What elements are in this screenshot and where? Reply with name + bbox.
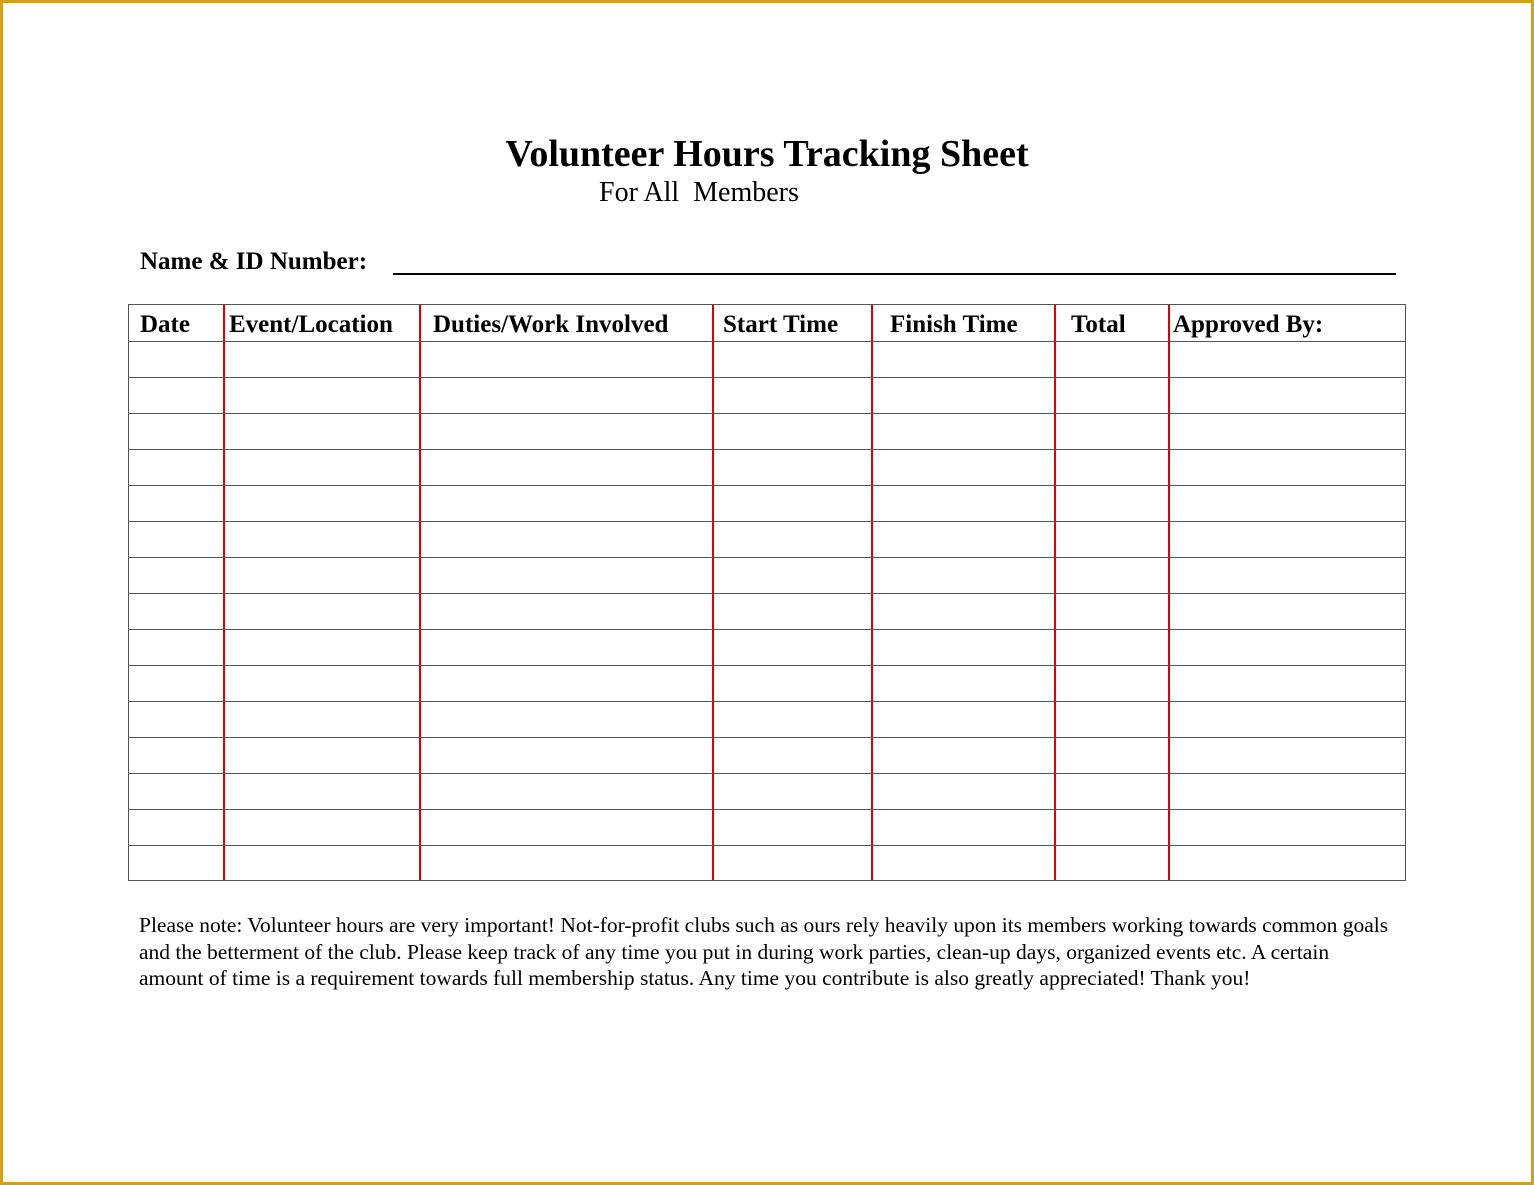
column-header-approved-by: Approved By: xyxy=(1173,311,1324,338)
page-subtitle: For All Members xyxy=(599,177,799,208)
name-id-label: Name & ID Number: xyxy=(140,248,368,275)
table-row xyxy=(129,341,1405,342)
volunteer-note: Please note: Volunteer hours are very important! Not-for-profit clubs such as ours rely heavily upon its members working towards common goals and the betterment of the club. Please keep track of any time you put in during work parties, clean-up days, organized events etc. A certain amount of time is a requirement towards full membership status. Any time you contribute is also greatly appreciated! Thank you! xyxy=(139,913,1389,990)
table-row xyxy=(129,485,1405,486)
column-header-duties: Duties/Work Involved xyxy=(433,311,669,338)
table-row xyxy=(129,845,1405,846)
name-id-field[interactable] xyxy=(393,273,1396,275)
table-row xyxy=(129,593,1405,594)
column-header-start-time: Start Time xyxy=(723,311,839,338)
table-row xyxy=(129,557,1405,558)
column-header-event-location: Event/Location xyxy=(229,311,393,338)
page-title xyxy=(0,132,1534,176)
column-header-date: Date xyxy=(140,311,190,338)
table-row xyxy=(129,521,1405,522)
table-row xyxy=(129,737,1405,738)
hours-table xyxy=(128,304,1406,881)
table-row xyxy=(129,809,1405,810)
table-row xyxy=(129,377,1405,378)
table-row xyxy=(129,773,1405,774)
table-row xyxy=(129,629,1405,630)
column-header-total: Total xyxy=(1071,311,1126,338)
table-row xyxy=(129,449,1405,450)
table-row xyxy=(129,701,1405,702)
page-title-text: Volunteer Hours Tracking Sheet xyxy=(505,133,1029,175)
column-header-finish-time: Finish Time xyxy=(890,311,1018,338)
table-row xyxy=(129,413,1405,414)
table-row xyxy=(129,665,1405,666)
